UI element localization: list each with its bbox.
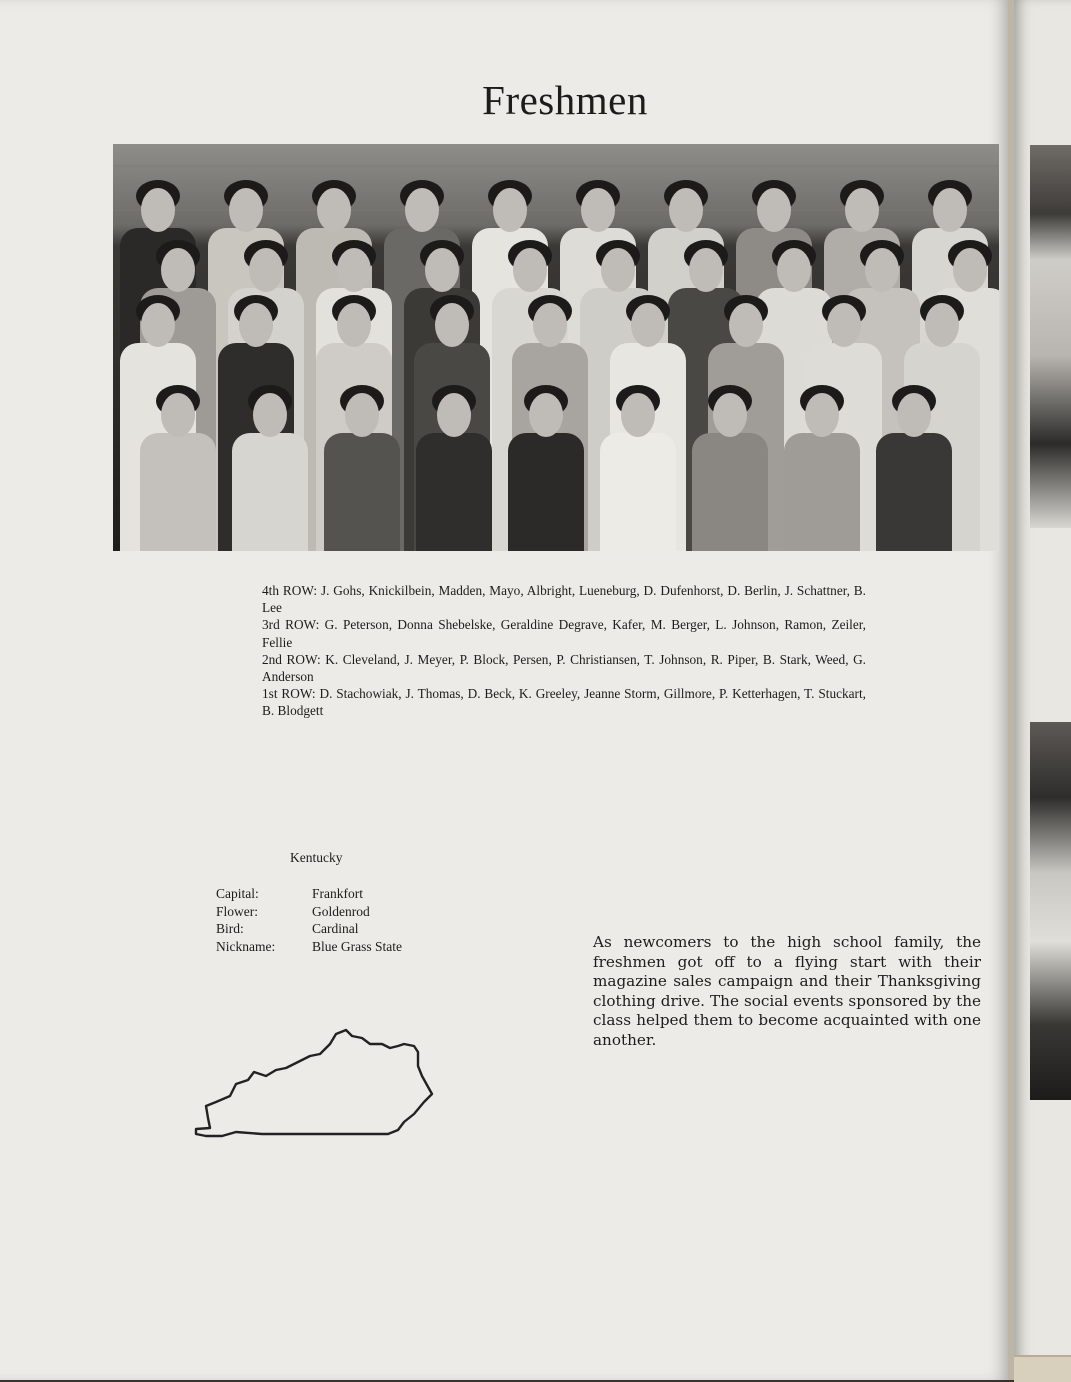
adjacent-photo-bottom — [1030, 722, 1071, 1100]
fact-flower — [216, 903, 402, 921]
person-face — [621, 393, 655, 437]
person-face — [897, 393, 931, 437]
fact-value: Frankfort — [312, 886, 363, 901]
person-face — [141, 303, 175, 347]
person-body — [140, 433, 216, 551]
class-group-photo — [113, 144, 999, 551]
person-body — [416, 433, 492, 551]
person-face — [253, 393, 287, 437]
person-face — [337, 248, 371, 292]
photo-caption — [262, 582, 866, 720]
caption-row-4: 4th ROW: J. Gohs, Knickilbein, Madden, Mayo, Albright, Lueneburg, D. Dufenhorst, D. Berlin, J. Schattner, B. Lee — [262, 583, 866, 616]
person-body — [232, 433, 308, 551]
group-photo-illustration — [113, 144, 999, 551]
person-face — [581, 188, 615, 232]
person-body — [692, 433, 768, 551]
person-face — [757, 188, 791, 232]
fact-bird — [216, 920, 402, 938]
caption-row-3: 3rd ROW: G. Peterson, Donna Shebelske, Geraldine Degrave, Kafer, M. Berger, L. Johnson, Ramon, Zeiler, Fellie — [262, 617, 866, 650]
fact-label: Nickname: — [216, 938, 276, 954]
kentucky-outline-icon — [192, 1022, 442, 1140]
fact-label: Capital: — [216, 886, 259, 901]
person-face — [317, 188, 351, 232]
person-face — [533, 303, 567, 347]
binding-corner — [1014, 1355, 1071, 1382]
fact-capital — [216, 885, 402, 903]
person-face — [141, 188, 175, 232]
page-title: Freshmen — [482, 77, 648, 123]
person-face — [865, 248, 899, 292]
caption-row-2: 2nd ROW: K. Cleveland, J. Meyer, P. Block, Persen, P. Christiansen, T. Johnson, R. Piper, B. Stark, Weed, G. Anderson — [262, 651, 866, 685]
person-body — [784, 433, 860, 551]
person-face — [249, 248, 283, 292]
person-face — [345, 393, 379, 437]
person-body — [600, 433, 676, 551]
state-name: Kentucky — [290, 850, 343, 865]
person-face — [729, 303, 763, 347]
fact-value: Blue Grass State — [312, 938, 402, 954]
adjacent-photo-top — [1030, 145, 1071, 528]
person-face — [777, 248, 811, 292]
person-face — [435, 303, 469, 347]
person-face — [689, 248, 723, 292]
person-face — [669, 188, 703, 232]
class-description — [593, 933, 981, 1051]
person-body — [324, 433, 400, 551]
person-face — [513, 248, 547, 292]
person-face — [933, 188, 967, 232]
person-face — [713, 393, 747, 437]
caption-row-1: 1st ROW: D. Stachowiak, J. Thomas, D. Beck, K. Greeley, Jeanne Storm, Gillmore, P. Ketterhagen, T. Stuckart, B. Blodgett — [262, 686, 866, 719]
person-face — [805, 393, 839, 437]
state-facts — [216, 885, 402, 955]
person-body — [508, 433, 584, 551]
person-face — [239, 303, 273, 347]
fact-label: Flower: — [216, 903, 258, 919]
person-face — [161, 393, 195, 437]
person-face — [425, 248, 459, 292]
person-face — [827, 303, 861, 347]
fact-label: Bird: — [216, 921, 244, 937]
person-face — [493, 188, 527, 232]
person-face — [529, 393, 563, 437]
fact-value: Cardinal — [312, 921, 359, 937]
person-face — [437, 393, 471, 437]
person-face — [845, 188, 879, 232]
description-text: As newcomers to the high school family, the freshmen got off to a flying start with their magazine sales campaign and their Thanksgiving clothing drive. The social events sponsored by the class helped them to become acquainted with one another. — [593, 933, 981, 1049]
fact-nickname — [216, 938, 402, 956]
person-face — [405, 188, 439, 232]
person-face — [631, 303, 665, 347]
fact-value: Goldenrod — [312, 903, 370, 919]
person-body — [876, 433, 952, 551]
person-face — [161, 248, 195, 292]
person-face — [925, 303, 959, 347]
person-face — [953, 248, 987, 292]
person-face — [337, 303, 371, 347]
person-face — [601, 248, 635, 292]
person-face — [229, 188, 263, 232]
